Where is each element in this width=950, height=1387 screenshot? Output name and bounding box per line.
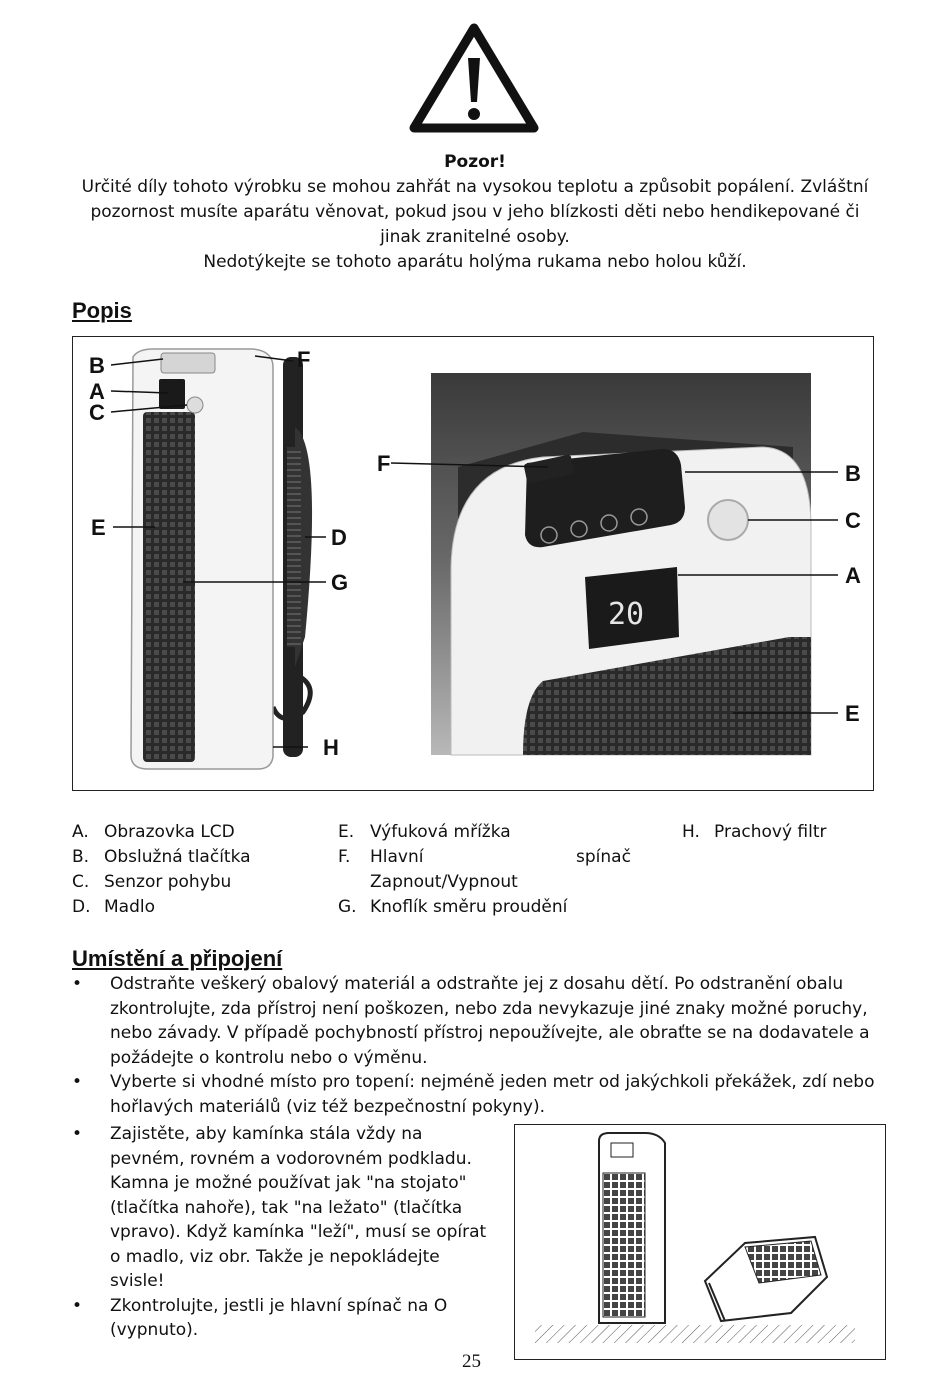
legend-item: B. Obslužná tlačítka — [72, 847, 251, 867]
callout-label: C — [89, 400, 105, 425]
callout-label: D — [331, 525, 347, 550]
callout-label: B — [845, 461, 861, 486]
bullet-list — [72, 1122, 490, 1343]
callout-label: C — [845, 508, 861, 533]
bullet-list — [72, 972, 892, 1119]
legend-item: Zapnout/Vypnout — [370, 872, 518, 892]
placement-figure — [514, 1124, 886, 1360]
legend-item: F. Hlavní spínač — [338, 847, 631, 867]
warning-text — [60, 175, 890, 275]
placement-illustration — [515, 1125, 885, 1358]
callout-label: A — [845, 563, 861, 588]
legend-item: G. Knoflík směru proudění — [338, 897, 568, 917]
list-item: • Odstraňte veškerý obalový materiál a odstraňte jej z dosahu dětí. Po odstranění obalu zkontrolujte, zda přístroj není poškozen, nebo zda nevykazuje jiné znaky možné poruchy, nebo závady. V případě pochybností přístroj nepoužívejte, ale obraťte se na dodavatele a požádejte o kontrolu nebo o výměnu. — [72, 972, 892, 1070]
product-figure — [72, 336, 874, 791]
callout-label: E — [91, 515, 106, 540]
warning-line: jinak zranitelné osoby. — [380, 227, 570, 247]
page-number: 25 — [462, 1351, 481, 1372]
list-item: • Vyberte si vhodné místo pro topení: nejméně jeden metr od jakýchkoli překážek, zdí nebo hořlavých materiálů (viz též bezpečnostní pokyny). — [72, 1070, 892, 1119]
warning-line: Určité díly tohoto výrobku se mohou zahřát na vysokou teplotu a způsobit popálení. Zvláštní — [81, 177, 869, 197]
legend-item: A. Obrazovka LCD — [72, 822, 235, 842]
display-reading: 20 — [608, 597, 645, 632]
callout-label: F — [377, 451, 391, 476]
section-heading-popis: Popis — [72, 298, 132, 323]
warning-line: Nedotýkejte se tohoto aparátu holýma rukama nebo holou kůží. — [203, 252, 747, 272]
legend-column-1 — [72, 820, 342, 920]
warning-triangle-icon — [408, 22, 540, 134]
legend-item: C. Senzor pohybu — [72, 872, 232, 892]
warning-line: pozornost musíte aparátu věnovat, pokud jsou v jeho blízkosti děti nebo hendikepované či — [90, 202, 860, 222]
callout-label: F — [297, 347, 311, 372]
list-item: • Zkontrolujte, jestli je hlavní spínač na O (vypnuto). — [72, 1294, 490, 1343]
legend-column-2 — [338, 820, 638, 920]
callout-label: B — [89, 353, 105, 378]
legend-item: H. Prachový filtr — [682, 822, 827, 842]
legend-column-3 — [682, 820, 882, 845]
section-heading-umisteni: Umístění a připojení — [72, 946, 283, 971]
legend-item: E. Výfuková mřížka — [338, 822, 511, 842]
legend-item: D. Madlo — [72, 897, 155, 917]
callout-label: G — [331, 570, 349, 595]
warning-title: Pozor! — [444, 152, 506, 172]
callout-label: H — [323, 735, 339, 760]
callout-label: A — [89, 379, 105, 404]
callout-label: E — [845, 701, 860, 726]
list-item: • Zajistěte, aby kamínka stála vždy na pevném, rovném a vodorovném podkladu. Kamna je možné používat jak "na stojato" (tlačítka nahoře), tak "na ležato" (tlačítka vpravo). Když kamínka "leží", musí se opírat o madlo, viz obr. Takže je nepokládejte svisle! — [72, 1122, 490, 1294]
heater-illustration — [73, 337, 873, 789]
